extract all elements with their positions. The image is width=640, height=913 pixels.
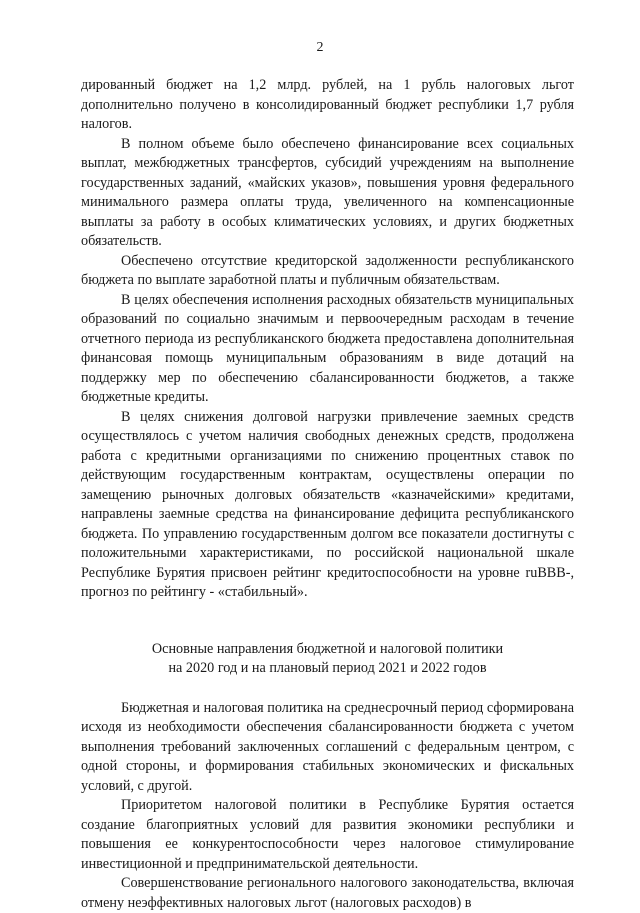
paragraph-social-payments: В полном объеме было обеспечено финансирование всех социальных выплат, межбюджетных трансфертов, субсидий учреждениям на выполнение государственных заданий, «майских указов», повышения уровня федерального минимального размера оплаты труда, увеличенного на компенсационные выплаты за работу в особых климатических условиях, и других бюджетных обязательств. [81, 135, 574, 249]
paragraph-municipal-support: В целях обеспечения исполнения расходных обязательств муниципальных образований по социально значимым и первоочередным расходам в течение отчетного периода из республиканского бюджета предоставлена дополнительная финансовая помощь муниципальным образованиям в виде дотаций на поддержку мер по обеспечению сбалансированности бюджетов, а также бюджетные кредиты. [81, 291, 574, 405]
paragraph-budget-policy: Бюджетная и налоговая политика на среднесрочный период сформирована исходя из необходимости обеспечения сбалансированности бюджета с учетом выполнения требований заключенных соглашений с федеральным центром, с одной стороны, и формирования стабильных экономических и фискальных условий, с другой. [81, 699, 574, 794]
paragraph-no-arrears: Обеспечено отсутствие кредиторской задолженности республиканского бюджета по выплате заработной платы и публичным обязательствам. [81, 252, 574, 288]
document-body [81, 76, 574, 913]
paragraph-tax-priority: Приоритетом налоговой политики в Республике Бурятия остается создание благоприятных условий для развития экономики республики и повышения ее конкурентоспособности через налоговое стимулирование инвестиционной и предпринимательской деятельности. [81, 797, 574, 872]
section-heading [81, 603, 574, 699]
paragraph-continuation: дированный бюджет на 1,2 млрд. рублей, на 1 рубль налоговых льгот дополнительно получено в консолидированный бюджет республики 1,7 рубля налогов. [81, 77, 574, 132]
paragraph-tax-legislation: Совершенствование регионального налогового законодательства, включая отмену неэффективных налоговых льгот (налоговых расходов) в [81, 875, 574, 911]
section-heading-line-2: на 2020 год и на плановый период 2021 и 2022 годов [168, 660, 487, 676]
section-heading-line-1: Основные направления бюджетной и налоговой политики [151, 640, 504, 657]
page-number: 2 [316, 40, 324, 55]
paragraph-debt-management: В целях снижения долговой нагрузки привлечение заемных средств осуществлялось с учетом наличия свободных денежных средств, продолжена работа с кредитными организациями по снижению процентных ставок по действующим государственным контрактам, осуществлены операции по замещению рыночных долговых обязательств «казначейскими» кредитами, направлены заемные средства на финансирование дефицита республиканского бюджета. По управлению государственным долгом все показатели достигнуты с положительными характеристиками, по российской национальной шкале Республике Бурятия присвоен рейтинг кредитоспособности на уровне ruBBB-, прогноз по рейтингу - «стабильный». [81, 408, 574, 600]
